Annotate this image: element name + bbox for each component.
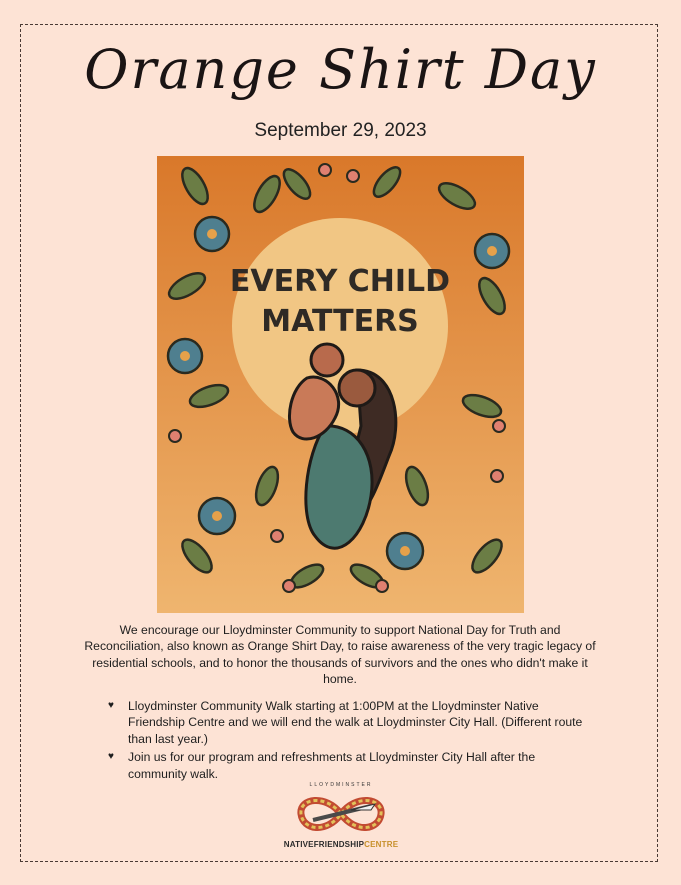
event-list (108, 698, 588, 784)
heart-icon: ♥ (108, 751, 114, 763)
list-item (108, 698, 588, 747)
list-item-text: Lloydminster Community Walk starting at 1:00PM at the Lloydminster Native Friendship Centre and we will end the walk at Lloydminster City Hall. (Different route than last year.) (128, 699, 583, 746)
heart-icon: ♥ (108, 700, 114, 711)
poster-line2: MATTERS (261, 304, 419, 339)
list-item (108, 749, 588, 782)
every-child-matters-poster (157, 156, 524, 613)
logo-top-text: LLOYDMINSTER (309, 782, 373, 788)
event-date: September 29, 2023 (254, 120, 427, 141)
list-item-text: Join us for our program and refreshments at Lloydminster City Hall after the community walk. (128, 750, 536, 781)
poster-line1: EVERY CHILD (229, 264, 451, 299)
intro-paragraph: We encourage our Lloydminster Community to support National Day for Truth and Reconciliation, also known as Orange Shirt Day, to raise awareness of the very tragic legacy of residential schools, and to honor the thousands of survivors and the ones who didn't make it home. (84, 623, 596, 687)
native-friendship-centre-logo (281, 782, 401, 854)
infinity-feather-icon (291, 790, 391, 838)
logo-name: NATIVEFRIENDSHIPCENTRE (283, 840, 399, 849)
page-title: Orange Shirt Day (84, 38, 597, 101)
